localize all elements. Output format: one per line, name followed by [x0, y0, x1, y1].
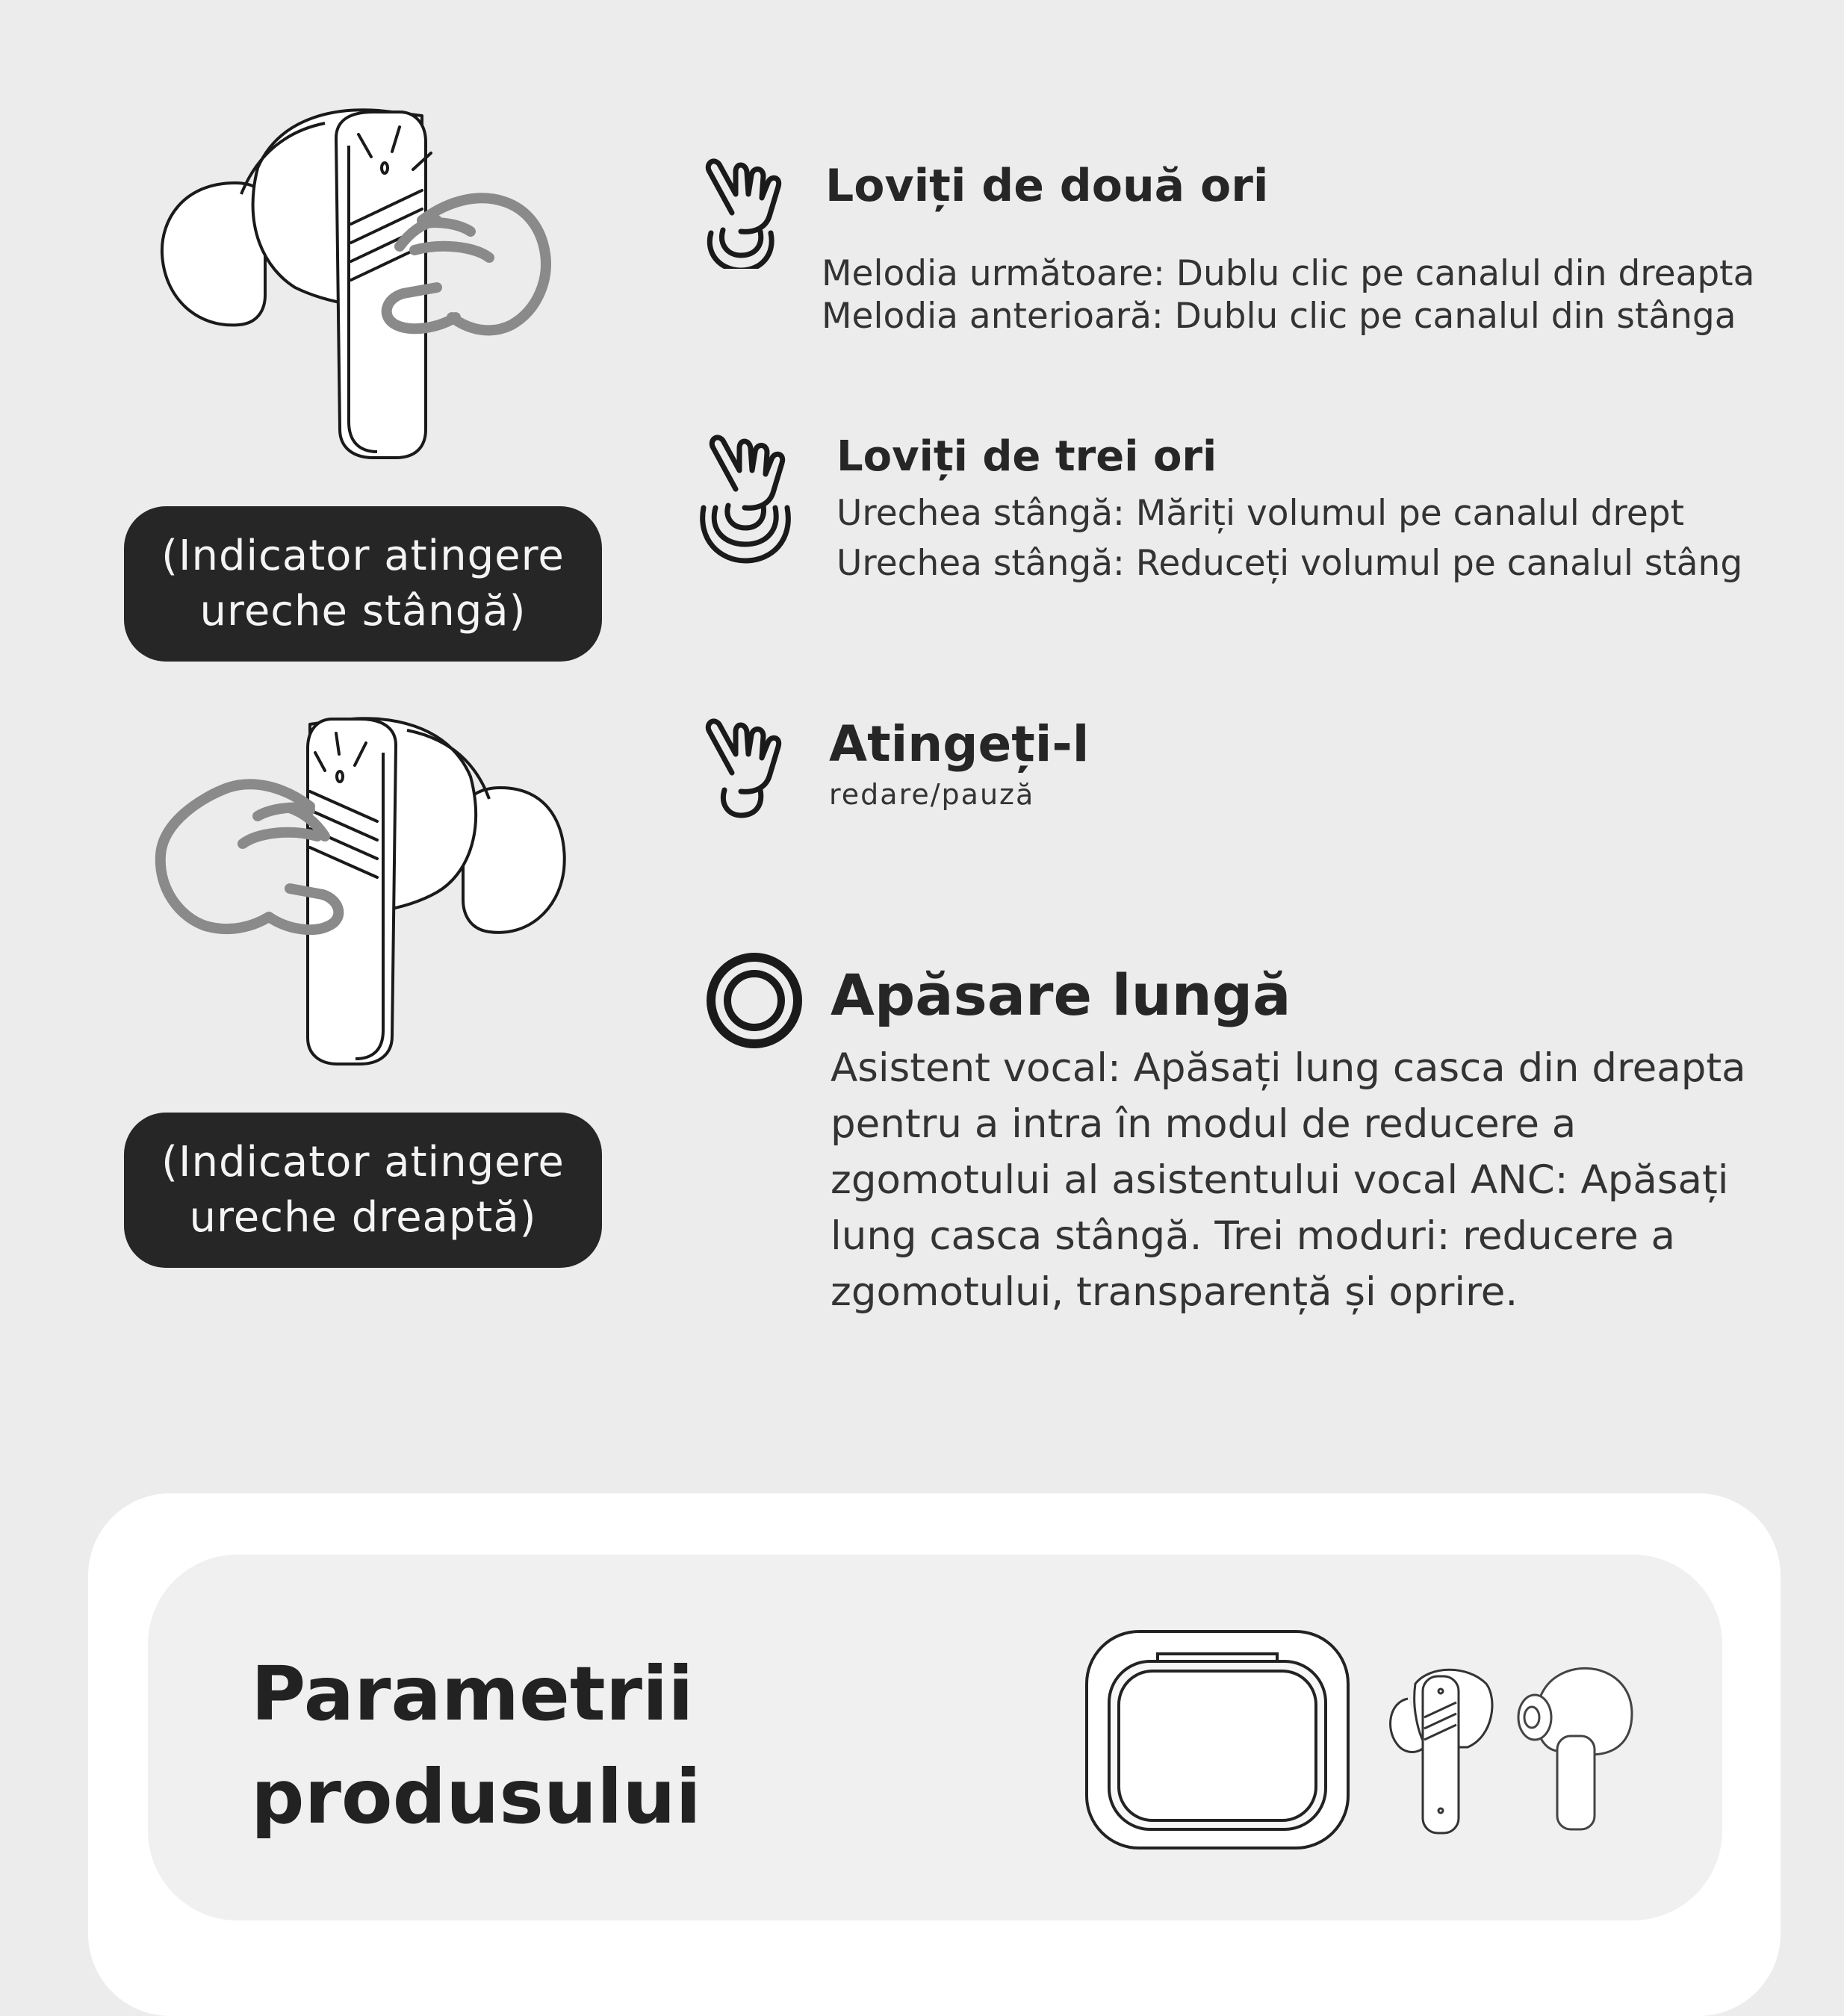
triple-tap-line-1: Urechea stângă: Măriți volumul pe canalul drept — [836, 493, 1685, 534]
double-tap-icon — [695, 142, 799, 269]
triple-tap-line-2: Urechea stângă: Reduceți volumul pe canalul stâng — [836, 543, 1743, 584]
long-press-title: Apăsare lungă — [831, 962, 1291, 1028]
earbud-side-illustration — [1385, 1661, 1497, 1841]
product-parameters-title: Parametrii produsului — [251, 1650, 701, 1841]
single-tap-line-1: redare/pauză — [829, 778, 1035, 811]
long-press-icon — [698, 945, 810, 1057]
single-tap-icon — [695, 702, 792, 821]
long-press-line-4: lung casca stângă. Trei moduri: reducere a — [831, 1213, 1676, 1259]
triple-tap-title: Loviți de trei ori — [836, 432, 1217, 481]
long-press-line-5: zgomotului, transparență și oprire. — [831, 1269, 1518, 1315]
double-tap-title: Loviți de două ori — [825, 160, 1269, 212]
charging-case-illustration — [1083, 1628, 1352, 1852]
left-earbud-illustration — [153, 101, 594, 467]
earbud-front-illustration — [1512, 1661, 1639, 1833]
long-press-line-2: pentru a intra în modul de reducere a — [831, 1101, 1577, 1147]
left-ear-label — [124, 506, 602, 662]
long-press-line-1: Asistent vocal: Apăsați lung casca din dreapta — [831, 1045, 1746, 1091]
left-ear-label-text: (Indicator atingere ureche stângă) — [161, 532, 565, 635]
double-tap-line-1: Melodia următoare: Dublu clic pe canalul din dreapta — [822, 253, 1755, 294]
right-ear-label — [124, 1113, 602, 1268]
long-press-line-3: zgomotului al asistentului vocal ANC: Apăsați — [831, 1157, 1729, 1203]
right-earbud-illustration — [149, 709, 583, 1068]
double-tap-line-2: Melodia anterioară: Dublu clic pe canalul din stânga — [822, 296, 1736, 337]
triple-tap-icon — [695, 414, 807, 564]
right-ear-label-text: (Indicator atingere ureche dreaptă) — [161, 1138, 565, 1242]
single-tap-title: Atingeți-l — [829, 715, 1090, 773]
